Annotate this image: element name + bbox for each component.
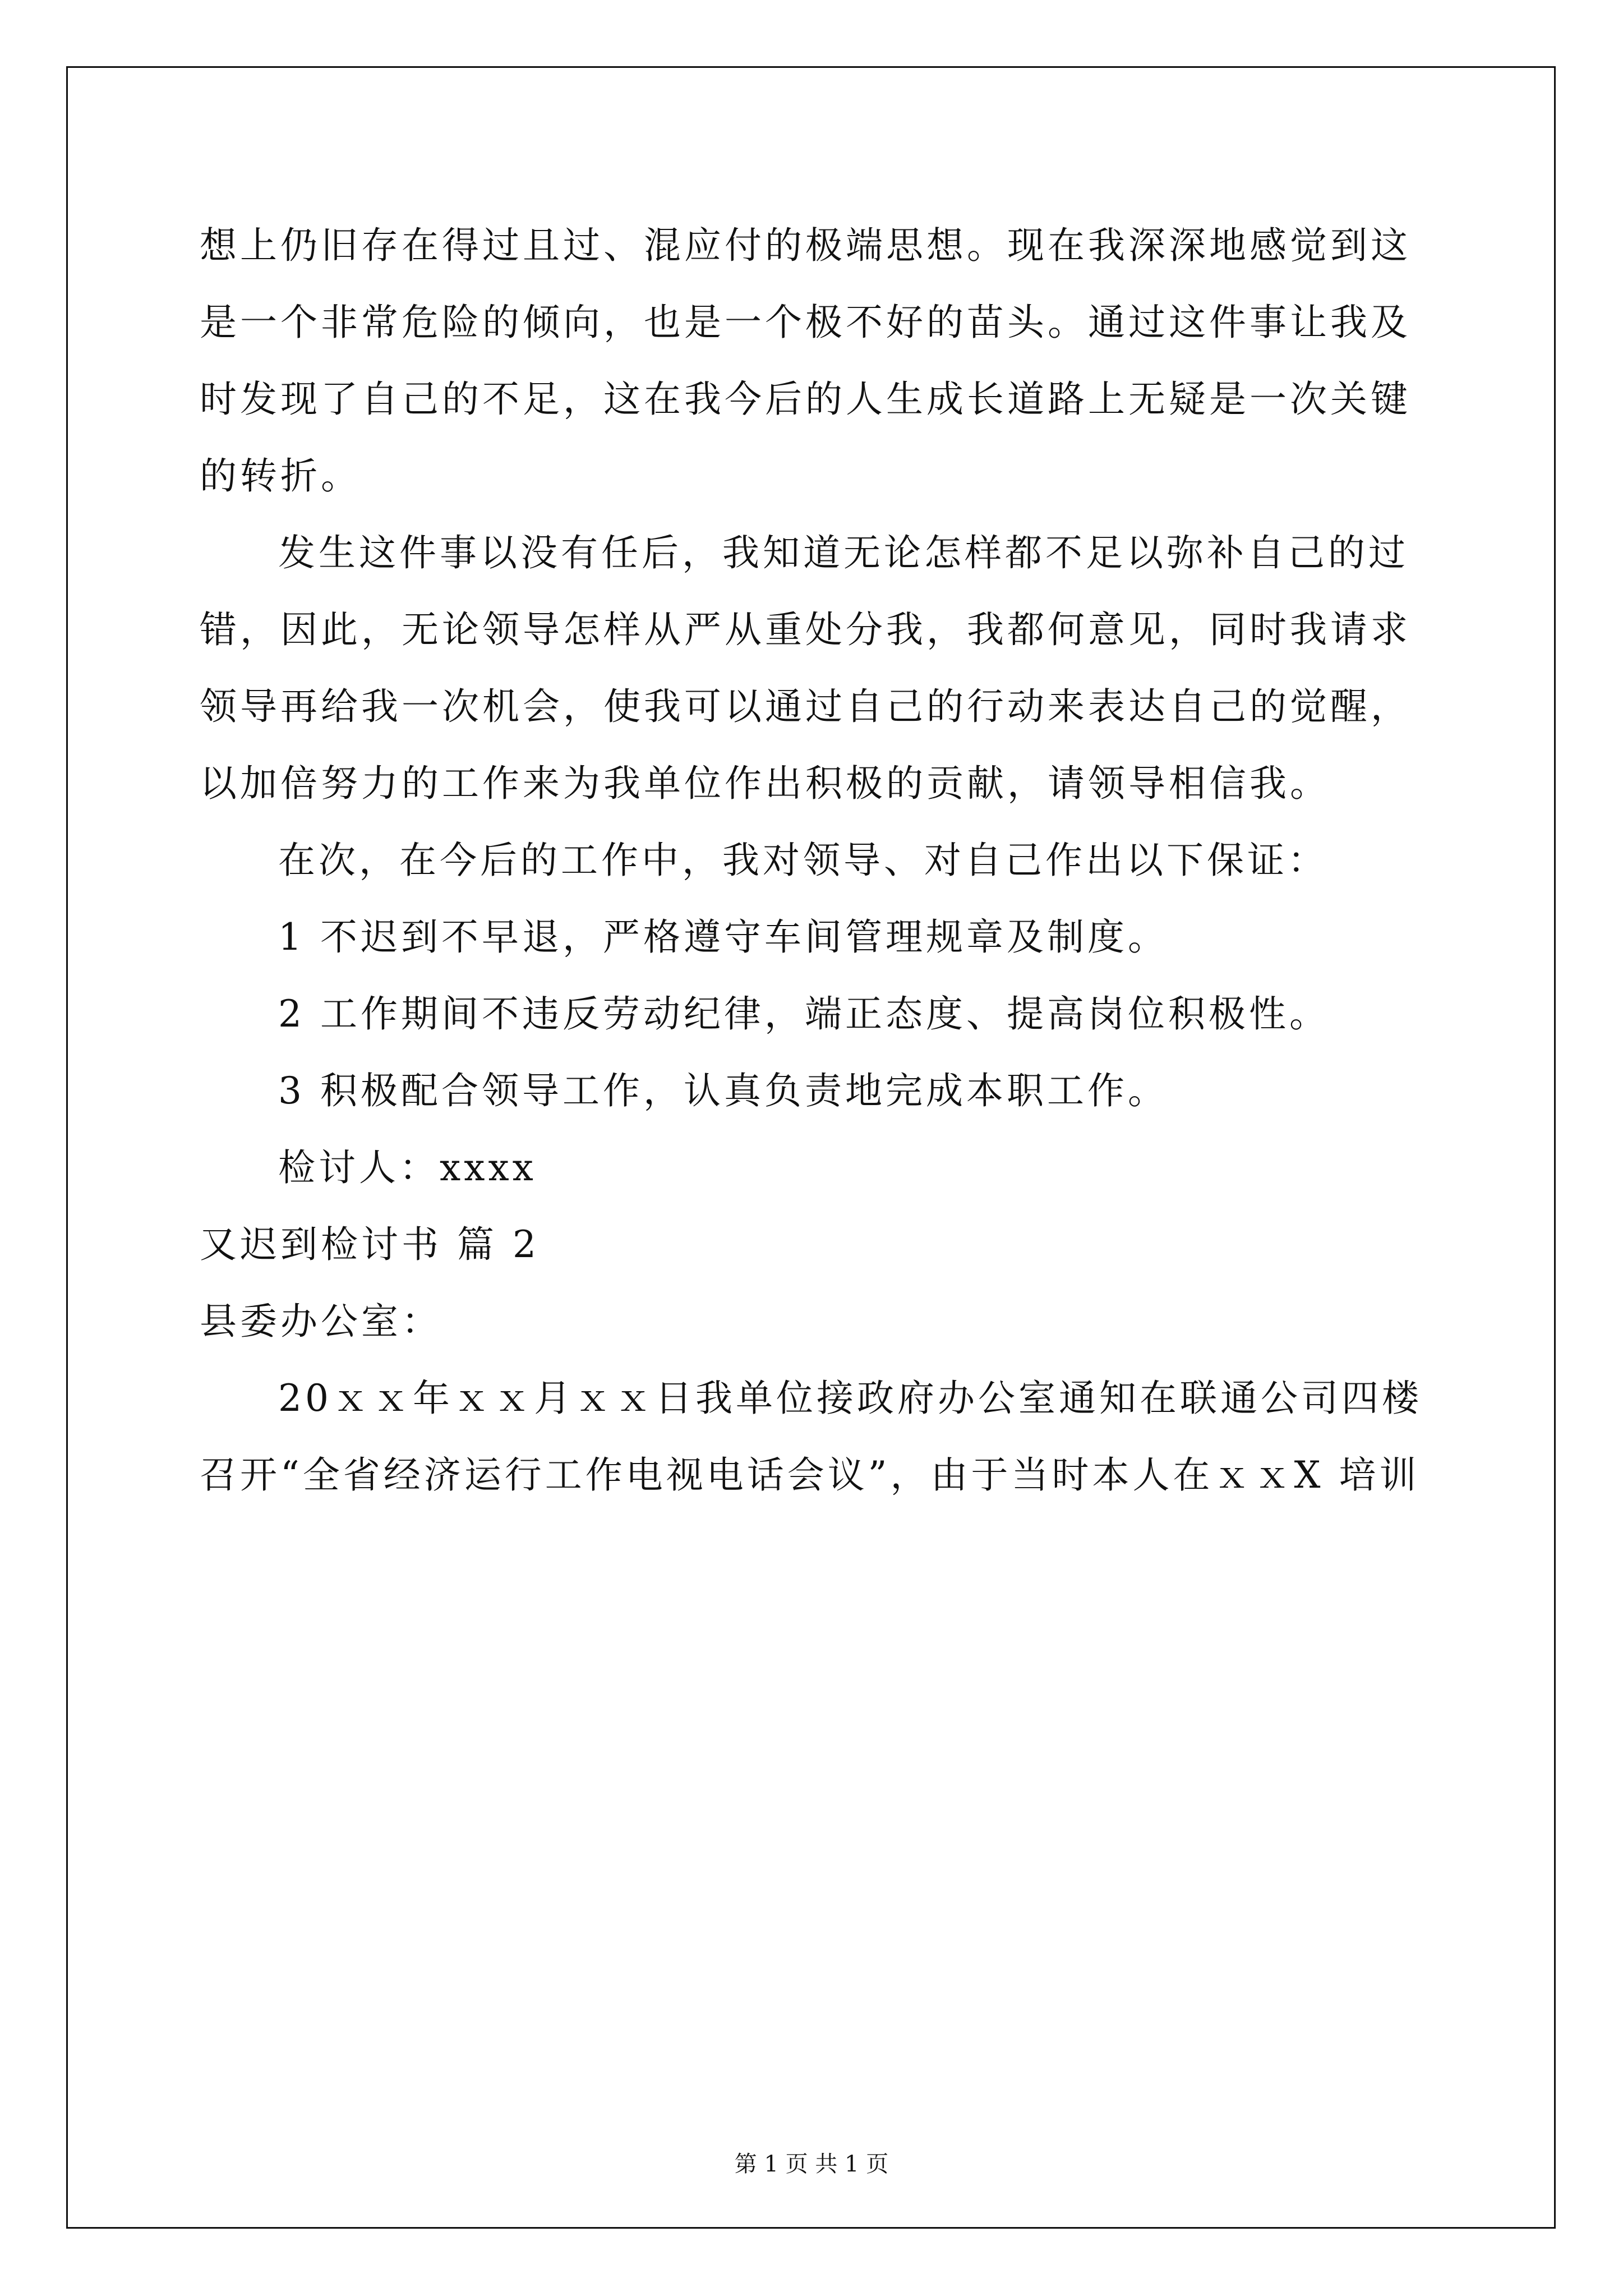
page-footer: 第 1 页 共 1 页 bbox=[734, 2151, 889, 2177]
paragraph-line-8: 以加倍努力的工作来为我单位作出积极的贡献，请领导相信我。 bbox=[200, 762, 1330, 805]
paragraph-line-17: 召开“全省经济运行工作电视电话会议”，由于当时本人在ｘｘX 培训 bbox=[200, 1453, 1420, 1497]
paragraph-line-16: 20ｘｘ年ｘｘ月ｘｘ日我单位接政府办公室通知在联通公司四楼 bbox=[278, 1377, 1422, 1420]
paragraph-line-6: 错，因此，无论领导怎样从严从重处分我，我都何意见，同时我请求 bbox=[200, 608, 1411, 651]
paragraph-line-2: 是一个非常危险的倾向，也是一个极不好的苗头。通过这件事让我及 bbox=[200, 301, 1411, 344]
list-item-3: 3 积极配合领导工作，认真负责地完成本职工作。 bbox=[278, 1069, 1168, 1112]
signature-line: 检讨人：xxxx bbox=[278, 1146, 537, 1189]
paragraph-line-7: 领导再给我一次机会，使我可以通过自己的行动来表达自己的觉醒， bbox=[200, 685, 1411, 728]
paragraph-line-5: 发生这件事以没有任后，我知道无论怎样都不足以弥补自己的过 bbox=[278, 531, 1409, 574]
paragraph-line-9: 在次，在今后的工作中，我对领导、对自己作出以下保证： bbox=[278, 839, 1328, 882]
list-item-2: 2 工作期间不违反劳动纪律，端正态度、提高岗位积极性。 bbox=[278, 992, 1330, 1036]
paragraph-line-3: 时发现了自己的不足，这在我今后的人生成长道路上无疑是一次关键 bbox=[200, 378, 1411, 421]
salutation: 县委办公室： bbox=[200, 1300, 442, 1343]
paragraph-line-4: 的转折。 bbox=[200, 454, 361, 498]
section-title: 又迟到检讨书 篇 2 bbox=[200, 1223, 540, 1266]
list-item-1: 1 不迟到不早退，严格遵守车间管理规章及制度。 bbox=[278, 915, 1168, 959]
paragraph-line-1: 想上仍旧存在得过且过、混应付的极端思想。现在我深深地感觉到这 bbox=[200, 224, 1411, 267]
